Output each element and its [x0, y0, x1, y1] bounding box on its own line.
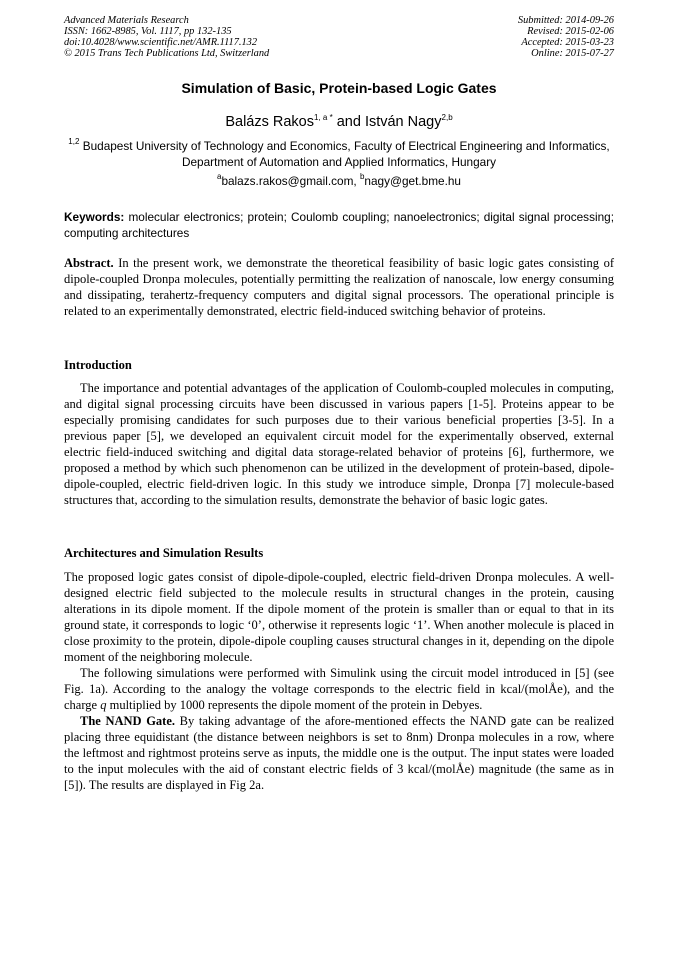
author-1: Balázs Rakos: [225, 114, 314, 130]
affiliation: [64, 138, 614, 170]
keywords-label: Keywords:: [64, 210, 125, 224]
architectures-paragraph-2: [64, 665, 614, 713]
author-1-affil: 1, a *: [314, 113, 333, 122]
date-revised: Revised: 2015-02-06: [527, 26, 614, 37]
date-accepted: Accepted: 2015-03-23: [521, 37, 614, 48]
architectures-paragraph-2-b: multiplied by 1000 represents the dipole moment of the protein in Debyes.: [106, 698, 483, 712]
journal-doi: doi:10.4028/www.scientific.net/AMR.1117.132: [64, 37, 258, 48]
journal-issn: ISSN: 1662-8985, Vol. 1117, pp 132-135: [64, 26, 232, 37]
abstract-paragraph: [64, 255, 614, 319]
journal-name: Advanced Materials Research: [64, 15, 189, 26]
keywords: [64, 209, 614, 241]
section-heading-architectures: Architectures and Simulation Results: [64, 546, 264, 560]
journal-copyright: © 2015 Trans Tech Publications Ltd, Switzerland: [64, 48, 270, 59]
charge-symbol: q: [100, 698, 107, 712]
keywords-text: molecular electronics; protein; Coulomb coupling; nanoelectronics; digital signal processing; computing architectures: [64, 210, 614, 240]
nand-gate-label: The NAND Gate.: [80, 714, 176, 728]
author-line: [0, 114, 678, 130]
affiliation-text: Budapest University of Technology and Economics, Faculty of Electrical Engineering and Informatics, Department of Automation and Applied Informatics, Hungary: [79, 139, 610, 169]
architectures-paragraph-2-a: The following simulations were performed with Simulink using the circuit model introduced in [5] (see Fig. 1a). According to the analogy the voltage corresponds to the electric field in kcal/(molÅe), and the charge: [64, 666, 614, 712]
author-2: István Nagy: [364, 114, 442, 130]
email-b: nagy@get.bme.hu: [364, 174, 461, 188]
journal-header-right: [518, 15, 614, 59]
email-a: balazs.rakos@gmail.com,: [221, 174, 360, 188]
abstract-text: In the present work, we demonstrate the theoretical feasibility of basic logic gates consisting of dipole-coupled Dronpa molecules, potentially permitting the realization of nanoscale, low energy consuming and dissipating, terahertz-frequency computers and digital signal processors. The operational principle is related to an experimentally demonstrated, electric field-induced switching behavior of proteins.: [64, 256, 614, 318]
abstract: [64, 255, 614, 319]
introduction-paragraph: The importance and potential advantages of the application of Coulomb-coupled molecules in computing, and digital signal processing circuits have been discussed in various papers [1-5]. Proteins appear to be especially promising candidates for such purposes due to their various beneficial properties [3-5]. In a previous paper [5], we developed an equivalent circuit model for the experimentally observed, external electric field-induced switching and digital data storage-related behavior of proteins [6], furthermore, we proposed a method by which such phenomenon can be utilized in the development of protein-based, dipole-dipole-coupled, electric field-driven logic. In this study we introduce simple, Dronpa [7] molecule-based structures that, according to the simulation results, demonstrate the behavior of basic logic gates.: [64, 381, 614, 507]
email-marker-a: a: [216, 172, 222, 181]
nand-gate-paragraph: [64, 713, 614, 793]
date-submitted: Submitted: 2014-09-26: [517, 15, 614, 26]
introduction-body: [64, 380, 614, 508]
abstract-label: Abstract.: [64, 256, 114, 270]
date-online: Online: 2015-07-27: [531, 48, 614, 59]
email-line: [0, 174, 678, 188]
author-2-affil: 2,b: [441, 113, 453, 122]
architectures-body: [64, 569, 614, 793]
nand-gate-text: By taking advantage of the afore-mentioned effects the NAND gate can be realized placing three equidistant (the distance between neighbors is set to 8nm) Dronpa molecules in a row, where the leftmost and rightmost proteins serve as inputs, the middle one is the output. The input states were loaded to the input molecules with the aid of constant electric fields of 3 kcal/(molÅe) magnitude (the same as in [5]). The results are displayed in Fig 2a.: [64, 714, 614, 792]
author-joiner: and: [332, 114, 365, 130]
affiliation-marker: 1,2: [68, 137, 80, 146]
email-marker-b: b: [359, 172, 365, 181]
architectures-paragraph-1: The proposed logic gates consist of dipole-dipole-coupled, electric field-driven Dronpa molecules. A well-designed electric field subjected to the molecule results in structural changes in the protein, causing alterations in its dipole moment. If the dipole moment of the protein is smaller than or equal to that in its ground state, it corresponds to logic ‘0’, otherwise it represents logic ‘1’. When another molecule is placed in close proximity to the protein, dipole-dipole coupling causes structural changes in it, depending on the dipole moment of the neighboring molecule.: [64, 570, 614, 664]
paper-title: Simulation of Basic, Protein-based Logic Gates: [181, 80, 497, 96]
section-heading-introduction: Introduction: [64, 358, 132, 372]
journal-header-left: [64, 15, 269, 59]
